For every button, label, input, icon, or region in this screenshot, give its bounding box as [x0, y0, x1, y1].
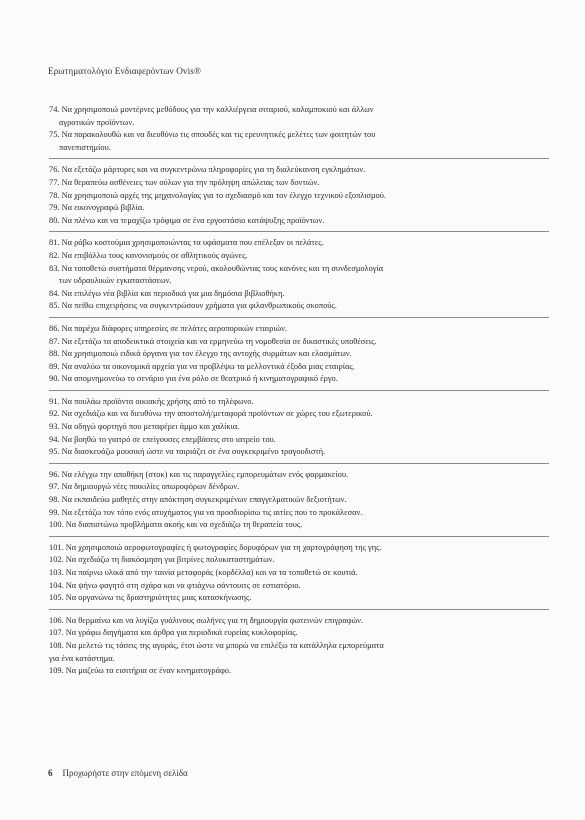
questionnaire-item	[49, 421, 549, 434]
questionnaire-item	[49, 434, 549, 447]
item-number: 105.	[49, 593, 64, 603]
item-number: 85.	[49, 301, 60, 311]
questionnaire-item	[49, 554, 549, 567]
item-group	[49, 102, 549, 159]
item-group	[49, 232, 549, 318]
item-text: Να διασκευάζω μουσική ώστε να ταιριάζει σε ένα συγκεκριμένο τραγουδιστή.	[61, 447, 326, 457]
item-group	[49, 537, 549, 610]
item-number: 108.	[49, 640, 64, 650]
questionnaire-item	[49, 615, 549, 628]
item-number: 96.	[49, 469, 60, 479]
questionnaire-item	[49, 129, 549, 154]
item-number: 99.	[49, 507, 60, 517]
questionnaire-item	[49, 104, 549, 129]
item-number: 103.	[49, 568, 64, 577]
questionnaire-item	[49, 592, 549, 605]
questionnaire-item	[49, 190, 549, 203]
item-text: Να εικονογραφώ βιβλία.	[61, 203, 145, 213]
questionnaire-item	[49, 288, 549, 301]
item-number: 95.	[49, 447, 60, 457]
item-number: 98.	[49, 495, 60, 505]
item-text: Να ελέγχω την αποθήκη (στοκ) και τις παραγγελίες εμπορευμάτων ενός φαρμακείου.	[61, 469, 349, 479]
item-text: Να μελετώ τις τάσεις της αγοράς, έτσι ώστε να μπορώ να επιλέξω τα κατάλληλα εμπορεύματα	[65, 640, 384, 650]
item-text-continuation: για ένα κατάστημα.	[49, 653, 115, 663]
page-footer	[48, 768, 188, 778]
item-text: Να παρακολουθώ και να διευθύνω τις σπουδές και τις ερευνητικές μελέτες των φοιτητών του	[61, 130, 376, 140]
item-text: Να αναλύω τα οικονομικά αρχεία για να προβλέψω τα μελλοντικά έξοδα μιας εταιρίας.	[61, 361, 355, 371]
item-text: Να παρέχω διάφορες υπηρεσίες σε πελάτες αεροπορικών εταιριών.	[61, 323, 288, 333]
questionnaire-item	[49, 250, 549, 263]
item-number: 82.	[49, 250, 60, 260]
item-text: Να εξετάζω τον τόπο ενός ατυχήματος για να προσδιορίσω τις αιτίες που το προκάλεσαν.	[61, 507, 363, 517]
item-number: 92.	[49, 409, 60, 419]
item-text: Να σχεδιάζω και να διευθύνω την αποστολή/μεταφορά προϊόντων σε χώρες του εξωτερικού.	[61, 409, 373, 419]
item-number: 94.	[49, 434, 60, 444]
item-number: 88.	[49, 349, 60, 359]
item-text: Να πείθω επιχειρήσεις να συγκεντρώσουν χρήματα για φιλανθρωπικούς σκοπούς.	[61, 301, 337, 311]
item-text: Να τοποθετώ συστήματα θέρμανσης νερού, ακολουθώντας τους κανόνες και τη συνδεσμολογία	[61, 263, 384, 273]
item-number: 106.	[49, 615, 64, 625]
item-text-continuation: των υδραυλικών εγκαταστάσεων.	[59, 276, 172, 286]
item-text: Να επιλέγω νέα βιβλία και περιοδικά για μια δημόσια βιβλιοθήκη.	[61, 288, 285, 298]
item-text: Να χρησιμοποιώ μοντέρνες μεθόδους για την καλλιέργεια σιταριού, καλαμποκιού και άλλων	[61, 105, 374, 114]
item-text-continuation: αγροτικών προϊόντων.	[59, 117, 135, 127]
item-number: 93.	[49, 422, 60, 432]
questionnaire-item	[49, 202, 549, 215]
item-number: 86.	[49, 323, 60, 333]
item-number: 80.	[49, 215, 60, 225]
item-text: Να θερμαίνω και να λυγίζω γυάλινους σωλήνες για τη δημιουργία φωτεινών επιγραφών.	[65, 615, 363, 625]
questionnaire-item	[49, 640, 549, 665]
item-text: Να πουλάω προϊόντα οικιακής χρήσης από το τηλέφωνο.	[61, 396, 254, 406]
questionnaire-item	[49, 519, 549, 532]
questionnaire-item	[49, 263, 549, 288]
questionnaire-item	[49, 408, 549, 421]
item-text: Να δημιουργώ νέες ποικιλίες οπωροφόρων δένδρων.	[61, 482, 240, 492]
questionnaire-item	[49, 494, 549, 507]
questionnaire-item	[49, 373, 549, 386]
item-number: 79.	[49, 203, 60, 213]
item-text: Να ψήνω φαγητό στη σχάρα και να φτιάχνω σάντουιτς σε εστιατόριο.	[65, 580, 301, 590]
item-group	[49, 610, 549, 682]
item-number: 102.	[49, 555, 64, 565]
item-text: Να εξετάζω μάρτυρες και να συγκεντρώνω πληροφορίες για τη διαλεύκανση εγκλημάτων.	[61, 165, 366, 175]
item-number: 87.	[49, 336, 60, 346]
item-number: 97.	[49, 482, 60, 492]
item-text: Να σχεδιάζω τη διακόσμηση για βιτρίνες πολυκαταστημάτων.	[65, 555, 275, 565]
item-text: Να επιβάλλω τους κανονισμούς σε αθλητικούς αγώνες.	[61, 250, 248, 260]
questionnaire-item	[49, 396, 549, 409]
item-group	[49, 159, 549, 232]
questionnaire-item	[49, 481, 549, 494]
questionnaire-items	[49, 102, 549, 682]
item-text: Να βοηθώ το γιατρό σε επείγουσες επεμβάσεις στο ιατρείο του.	[61, 434, 276, 444]
item-text: Να οδηγώ φορτηγό που μεταφέρει άμμο και χαλίκια.	[61, 422, 240, 432]
questionnaire-item	[49, 323, 549, 336]
item-text-continuation: πανεπιστημίου.	[59, 142, 111, 152]
item-number: 100.	[49, 520, 64, 530]
item-text: Να εκπαιδεύω μαθητές στην απόκτηση συγκεκριμένων επαγγελματικών δεξιοτήτων.	[61, 495, 347, 505]
item-number: 90.	[49, 374, 60, 384]
item-number: 76.	[49, 165, 60, 175]
item-number: 74.	[49, 105, 60, 114]
questionnaire-item	[49, 336, 549, 349]
questionnaire-item	[49, 542, 549, 555]
questionnaire-item	[49, 348, 549, 361]
item-number: 89.	[49, 361, 60, 371]
questionnaire-item	[49, 469, 549, 482]
page-header: Ερωτηματολόγιο Ενδιαφερόντων Ovis®	[48, 66, 202, 76]
page-number: 6	[48, 768, 53, 778]
item-number: 107.	[49, 628, 64, 638]
item-text: Να χρησιμοποιώ αεροφωτογραφίες ή φωτογραφίες δορυφόρων για τη χαρτογράφηση της γης.	[65, 542, 382, 552]
questionnaire-item	[49, 567, 549, 580]
item-text: Να ράβω κοστούμια χρησιμοποιώντας τα υφάσματα που επέλεξαν οι πελάτες.	[61, 238, 324, 248]
questionnaire-item	[49, 580, 549, 593]
item-text: Να χρησιμοποιώ ειδικά όργανα για τον έλεγχο της αντοχής συρμάτων και ελασμάτων.	[61, 349, 352, 359]
item-text: Να διαπιστώνω προβλήματα ακοής και να σχεδιάζω τη θεραπεία τους.	[65, 520, 303, 530]
item-text: Να γράφω διηγήματα και άρθρα για περιοδικά ευρείας κυκλοφορίας.	[65, 628, 298, 638]
item-number: 81.	[49, 238, 60, 248]
item-text: Να θεραπεύω ασθένειες των ούλων για την πρόληψη απώλειας των δοντιών.	[61, 177, 320, 187]
questionnaire-item	[49, 215, 549, 228]
item-number: 77.	[49, 177, 60, 187]
item-text: Να παίρνω υλικά από την ταινία μεταφοράς (κορδέλλα) και να τα τοποθετώ σε κουτιά.	[65, 568, 358, 577]
item-group	[49, 464, 549, 537]
item-text: Να απομνημονεύω το σενάριο για ένα ρόλο σε θεατρικό ή κινηματογραφικό έργο.	[61, 374, 338, 384]
item-text: Να πλένω και να τεμαχίζω τρόφιμα σε ένα εργοστάσιο κατάψυξης προϊόντων.	[61, 215, 325, 225]
item-number: 91.	[49, 396, 60, 406]
questionnaire-item	[49, 507, 549, 520]
item-number: 109.	[49, 666, 64, 676]
item-text: Να οργανώνω τις δραστηριότητες μιας κατασκήνωσης.	[65, 593, 252, 603]
item-text: Να χρησιμοποιώ αρχές της μηχανολογίας για το σχεδιασμό και τον έλεγχο τεχνικού εξοπλισμού.	[61, 190, 386, 200]
item-group	[49, 391, 549, 464]
questionnaire-item	[49, 300, 549, 313]
item-number: 78.	[49, 190, 60, 200]
item-number: 101.	[49, 542, 64, 552]
item-number: 104.	[49, 580, 64, 590]
questionnaire-item	[49, 627, 549, 640]
item-number: 75.	[49, 130, 60, 140]
questionnaire-item	[49, 361, 549, 374]
questionnaire-item	[49, 665, 549, 678]
questionnaire-item	[49, 164, 549, 177]
item-text: Να εξετάζω τα αποδεικτικά στοιχεία και να ερμηνεύω τη νομοθεσία σε δικαστικές υποθέσεις.	[61, 336, 377, 346]
questionnaire-item	[49, 177, 549, 190]
continue-note: Προχωρήστε στην επόμενη σελίδα	[62, 768, 188, 778]
questionnaire-item	[49, 446, 549, 459]
item-number: 84.	[49, 288, 60, 298]
item-number: 83.	[49, 263, 60, 273]
item-text: Να μαζεύω τα εισιτήρια σε έναν κινηματογράφο.	[65, 666, 232, 676]
item-group	[49, 318, 549, 391]
questionnaire-item	[49, 237, 549, 250]
